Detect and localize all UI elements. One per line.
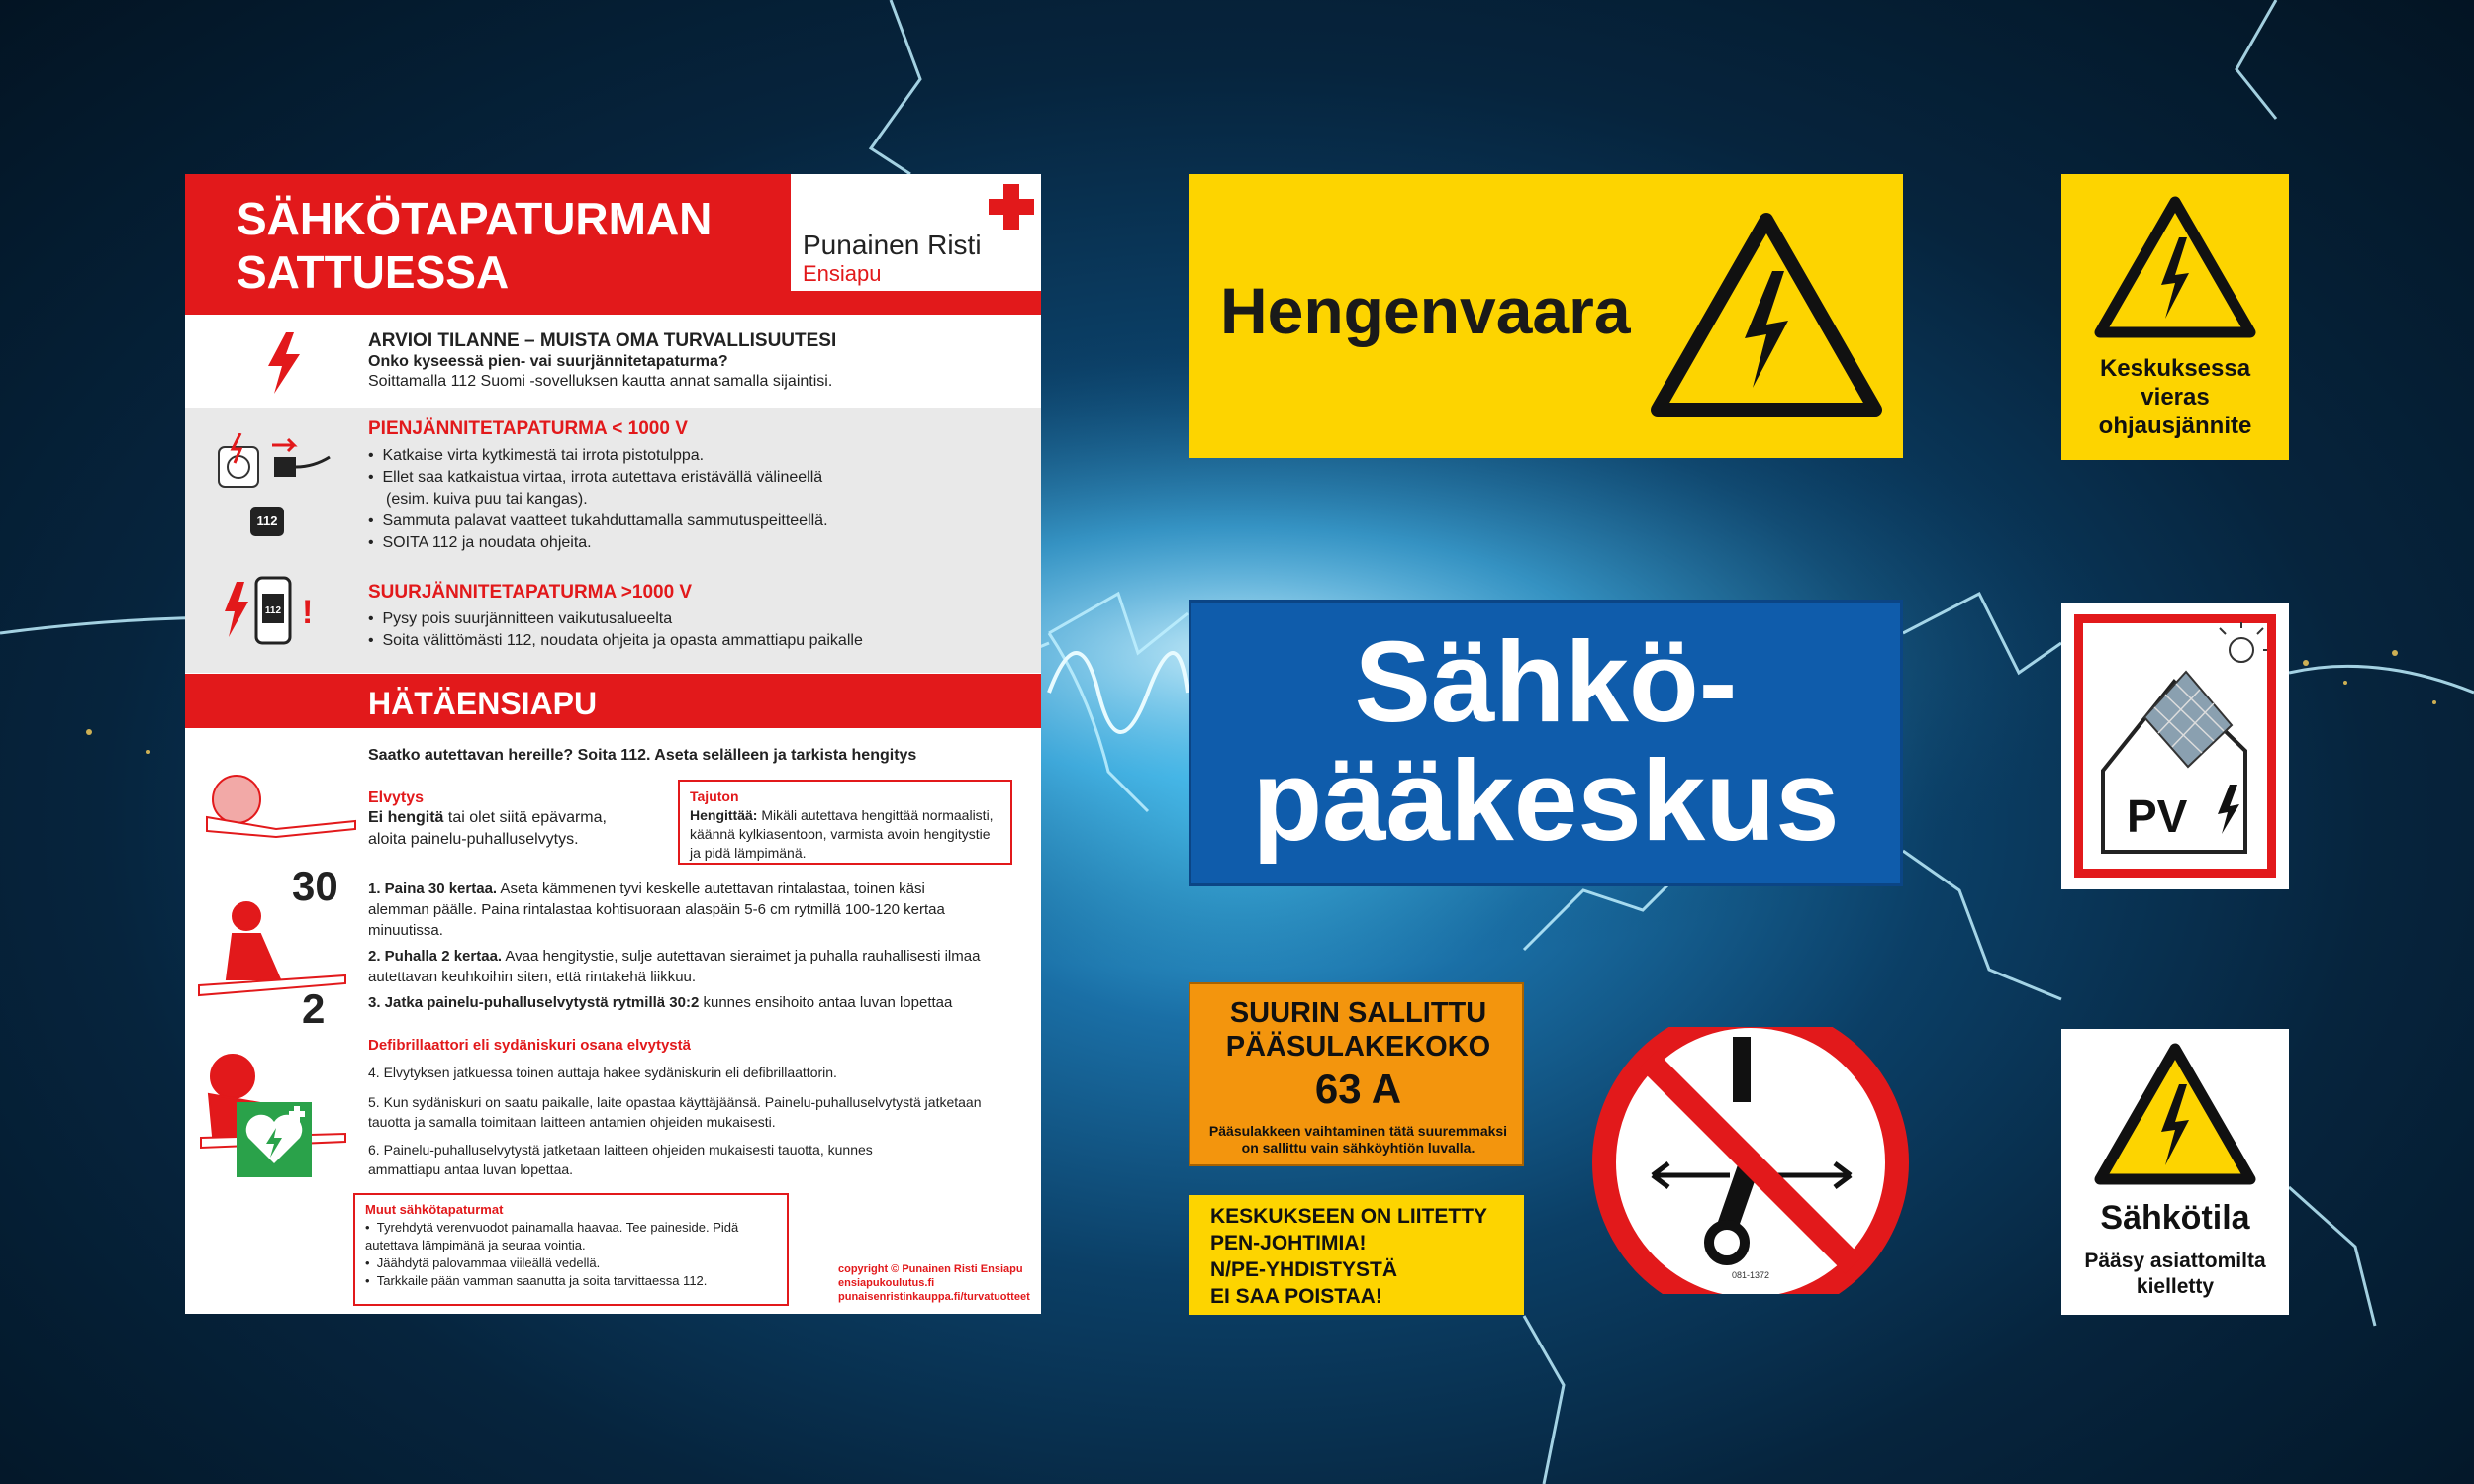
step-4: 4. Elvytyksen jatkuessa toinen auttaja hakee sydäniskurin eli defibrillaattorin. [368,1065,837,1080]
sign-code: 081-1372 [1731,1270,1770,1280]
step-6: 6. Painelu-puhalluselvytystä jatketaan laitteen ohjeiden mukaisesti tauotta, kunnes ammattiapu antaa luvan lopettaa. [368,1142,873,1177]
phone-112-icon: 112 [250,507,284,536]
poster-header [185,174,1041,315]
electrical-room-title: Sähkötila [2100,1199,2250,1237]
pen-conductor-text: KESKUKSEEN ON LIITETTY PEN-JOHTIMIA! N/PE-YHDISTYSTÄ EI SAA POISTAA! [1210,1205,1488,1308]
list-item: • Jäähdytä palovammaa viileällä vedellä. [365,1255,601,1270]
poster-title-line2: SATTUESSA [237,246,510,298]
switchboard-label-line1: Sähkö- [1354,617,1738,746]
red-cross-logo [791,174,1041,291]
assess-note: Soittamalla 112 Suomi -sovelluksen kautta annat samalla sijaintisi. [368,373,833,390]
electrical-room-note: Pääsy asiattomilta kielletty [2084,1250,2266,1298]
hengenvaara-label: Hengenvaara [1220,274,1631,347]
compressions-count: 30 [292,863,338,909]
main-fuse-value: 63 A [1314,1066,1402,1112]
list-item: (esim. kuiva puu tai kangas). [386,491,588,508]
foreign-voltage-sign [2061,174,2289,460]
first-aid-band [185,674,1041,728]
first-aid-poster [185,174,1041,1314]
foreign-voltage-text: Keskuksessa vieras ohjausjännite [2098,355,2252,439]
lightning-icon [264,332,304,394]
main-fuse-sign [1189,982,1524,1166]
high-voltage-phone-icon [221,568,320,647]
tajuton-title: Tajuton [690,788,739,804]
high-voltage-warning-icon [2092,194,2258,342]
list-item: • SOITA 112 ja noudata ohjeita. [368,534,592,551]
breaths-count: 2 [302,985,326,1032]
do-not-switch-sign [1583,1027,1918,1294]
tajuton-text: Hengittää: Mikäli autettava hengittää normaalisti, käännä kylkiasentoon, varmista avoin hengitystie ja pidä lämpimänä. [690,807,994,861]
copyright: copyright © Punainen Risti Ensiapu [838,1263,1023,1275]
assess-question: Onko kyseessä pien- vai suurjännitetapaturma? [368,353,728,370]
list-item: • Tyrehdytä verenvuodot painamalla haavaa. Tee paineside. Pidä autettava lämpimänä ja seuraa vointia. [365,1220,739,1252]
high-voltage-warning-icon [1650,212,1883,419]
main-fuse-note: Pääsulakkeen vaihtaminen tätä suuremmaksi on sallittu vain sähköyhtiön luvalla. [1208,1123,1508,1156]
step-3: 3. Jatka painelu-puhalluselvytystä rytmillä 30:2 kunnes ensihoito antaa luvan lopettaa [368,994,953,1011]
logo-name: Punainen Risti [803,230,982,260]
solar-house-icon [2083,622,2267,870]
other-injuries-box [353,1193,789,1306]
hengenvaara-sign [1189,174,1903,458]
low-voltage-title: PIENJÄNNITETAPATURMA < 1000 V [368,418,688,439]
low-voltage-list [368,445,1001,554]
main-switchboard-sign [1189,600,1903,886]
switchboard-label-line2: pääkeskus [1252,736,1840,865]
step-2: 2. Puhalla 2 kertaa. Avaa hengitystie, sulje autettavan sieraimet ja puhalla rauhallisesti ilmaa autettavan keuhkoihin siten, että rintakehä liikkuu. [368,948,981,985]
main-fuse-title: SUURIN SALLITTU PÄÄSULAKEKOKO [1225,997,1491,1063]
url-2: punaisenristinkauppa.fi/turvatuotteet [838,1291,1030,1303]
defib-title: Defibrillaattori eli sydäniskuri osana elvytystä [368,1037,691,1054]
svg-text:!: ! [302,594,314,631]
first-aid-title: HÄTÄENSIAPU [368,686,598,721]
step-1: 1. Paina 30 kertaa. Aseta kämmenen tyvi keskelle autettavan rintalastaa, toinen käsi alemman päälle. Paina rintalastaa kohtisuoraan alaspäin 5-6 cm rytmillä 100-120 kertaa minuutissa. [368,881,945,939]
svg-text:112: 112 [264,605,282,616]
list-item: • Pysy pois suurjännitteen vaikutusalueelta [368,610,673,627]
elvytys-text: Ei hengitä tai olet siitä epävarma, aloita painelu-puhalluselvytys. [368,809,607,848]
pen-conductor-sign [1189,1195,1524,1315]
poster-title [237,192,712,299]
step-5: 5. Kun sydäniskuri on saatu paikalle, laite opastaa käyttäjäänsä. Painelu-puhalluselvytystä jatketaan tauotta ja samalla toimitaan laitteen antamien ohjeiden mukaisesti. [368,1094,982,1130]
plug-icon [215,433,333,493]
pv-solar-sign [2061,603,2289,889]
pv-label: PV [2127,790,2188,842]
high-voltage-title: SUURJÄNNITETAPATURMA >1000 V [368,582,693,603]
high-voltage-list [368,608,1001,652]
red-cross-icon [989,184,1034,230]
tajuton-box [678,780,1012,865]
prohibition-switch-icon [1583,1027,1918,1294]
logo-sub: Ensiapu [803,261,882,286]
list-item: • Ellet saa katkaistua virtaa, irrota autettava eristävällä välineellä [368,469,823,486]
electrical-room-sign [2061,1029,2289,1315]
other-injuries-title: Muut sähkötapaturmat [365,1202,504,1217]
poster-footer [838,1262,1030,1304]
list-item: • Sammuta palavat vaatteet tukahduttamalla sammutuspeitteellä. [368,512,828,529]
aed-icon [237,1102,312,1177]
poster-title-line1: SÄHKÖTAPATURMAN [237,193,713,244]
list-item: • Soita välittömästi 112, noudata ohjeita ja opasta ammattiapu paikalle [368,632,863,649]
elvytys-title: Elvytys [368,789,425,806]
high-voltage-warning-icon [2092,1041,2258,1189]
first-aid-intro: Saatko autettavan hereille? Soita 112. Aseta selälleen ja tarkista hengitys [368,747,917,764]
list-item: • Katkaise virta kytkimestä tai irrota pistotulppa. [368,447,705,464]
list-item: • Tarkkaile pään vamman saanutta ja soita tarvittaessa 112. [365,1273,708,1288]
assess-title: ARVIOI TILANNE – MUISTA OMA TURVALLISUUTESI [368,330,837,351]
url-1: ensiapukoulutus.fi [838,1277,935,1289]
